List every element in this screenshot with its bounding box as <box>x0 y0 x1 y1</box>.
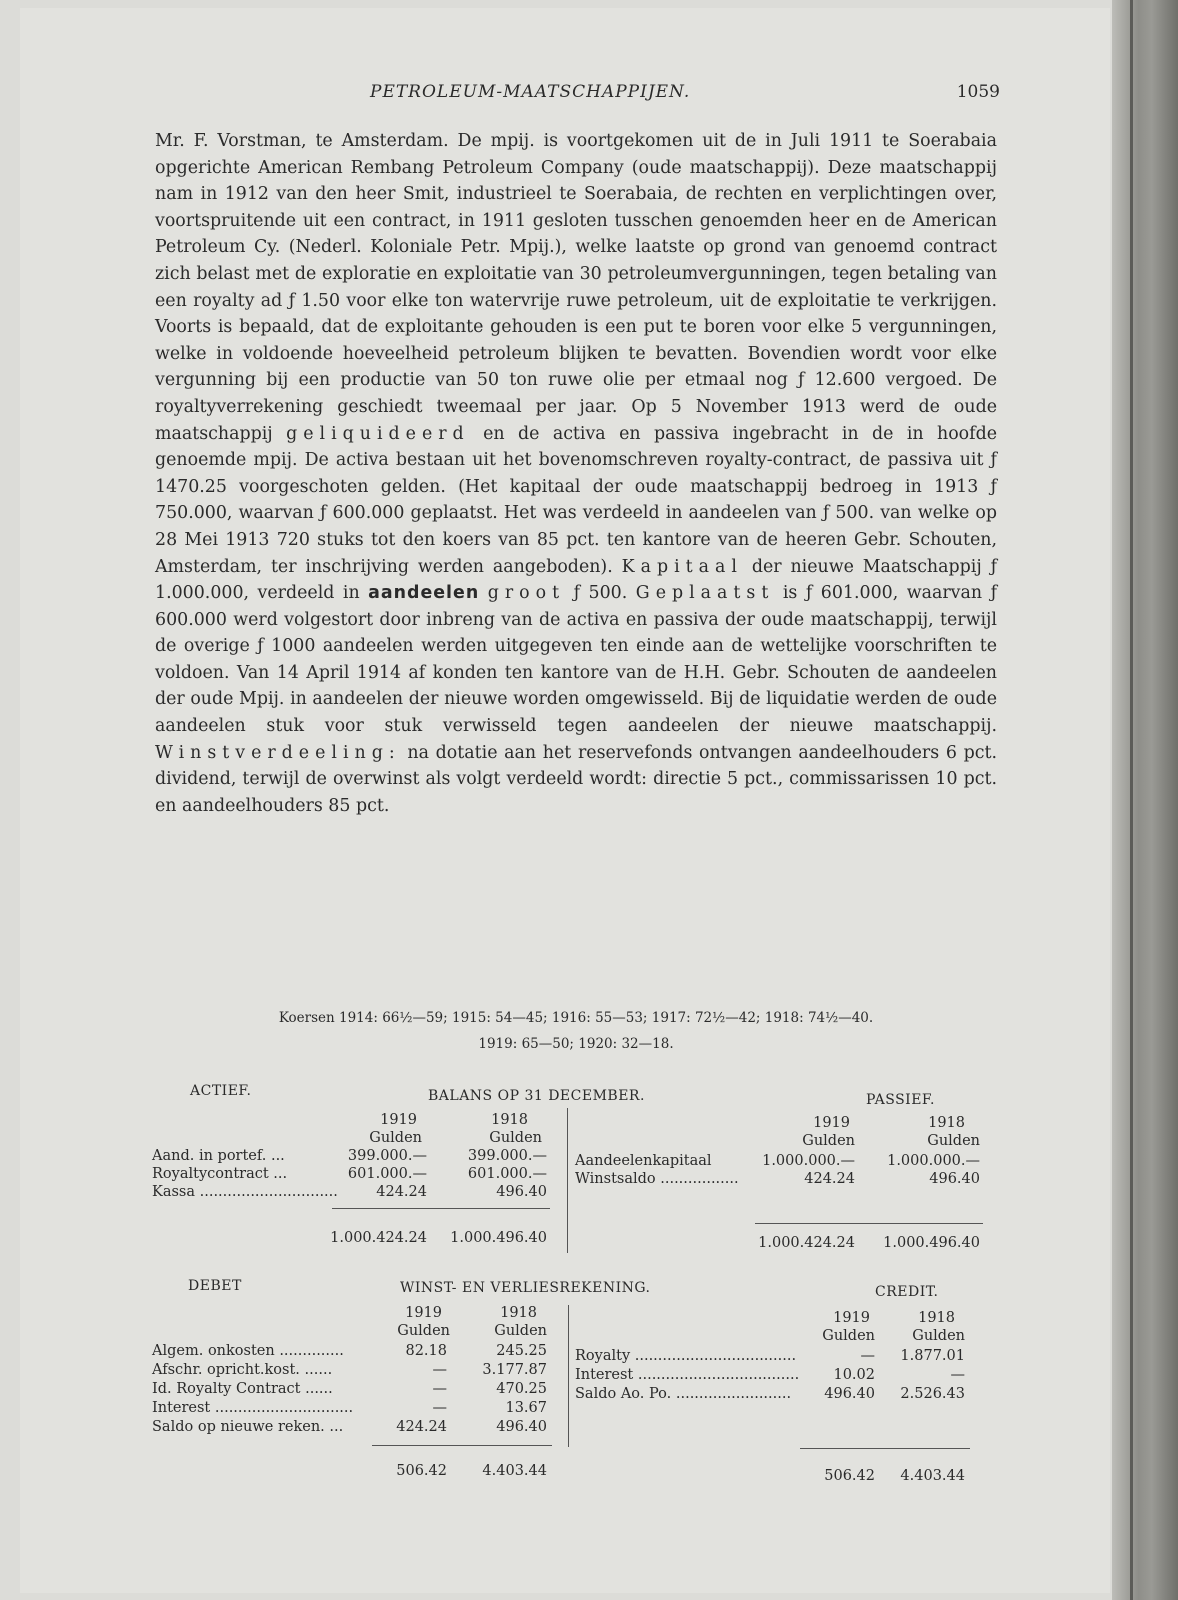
balans-passief-table <box>575 1115 987 1255</box>
credit-title: CREDIT. <box>875 1284 939 1300</box>
page-header <box>140 82 1000 108</box>
winst-debet-table <box>152 1305 567 1485</box>
year-header: 1919 1918 <box>833 1310 955 1326</box>
table-row: Interest .............................. — 13.67 <box>152 1400 547 1416</box>
unit-header: Gulden Gulden <box>822 1328 965 1344</box>
bold-word: aandeelen <box>368 583 480 604</box>
book-spine <box>1112 0 1178 1600</box>
table-row: Kassa .............................. 424.24 496.40 <box>152 1184 547 1200</box>
year-header: 1919 1918 <box>380 1112 528 1128</box>
passief-title: PASSIEF. <box>866 1092 935 1108</box>
spaced-word: groot <box>487 583 566 604</box>
total-rule <box>372 1445 552 1446</box>
spaced-word: Geplaatst <box>635 583 775 604</box>
total-row: 1.000.424.24 1.000.496.40 <box>758 1235 980 1251</box>
balans-title: BALANS OP 31 DECEMBER. <box>428 1088 645 1104</box>
body-text <box>155 128 997 819</box>
unit-header: Gulden Gulden <box>369 1130 542 1146</box>
total-rule <box>800 1448 970 1449</box>
winst-credit-table <box>575 1310 990 1490</box>
total-row: 506.42 4.403.44 <box>396 1463 547 1479</box>
table-row: Winstsaldo ................. 424.24 496.40 <box>575 1171 980 1187</box>
table-row: Saldo Ao. Po. ......................... 496.40 2.526.43 <box>575 1386 965 1402</box>
table-row: Afschr. opricht.kost. ...... — 3.177.87 <box>152 1362 547 1378</box>
year-header: 1919 1918 <box>813 1115 965 1131</box>
total-rule <box>755 1223 983 1224</box>
table-row: Algem. onkosten .............. 82.18 245.25 <box>152 1343 547 1359</box>
koersen-line-2: 1919: 65—50; 1920: 32—18. <box>478 1036 674 1052</box>
spaced-word: Winstverdeeling: <box>155 742 401 763</box>
table-row: Royalty ................................... — 1.877.01 <box>575 1348 965 1364</box>
spaced-word: geliquideerd <box>286 423 470 444</box>
winst-title: WINST- EN VERLIESREKENING. <box>400 1280 651 1296</box>
spine-edge <box>1130 0 1133 1600</box>
table-row: Royaltycontract ... 601.000.— 601.000.— <box>152 1166 547 1182</box>
column-divider <box>568 1305 569 1447</box>
unit-header: Gulden Gulden <box>802 1133 980 1149</box>
paragraph: Mr. F. Vorstman, te Amsterdam. De mpij. is voortgekomen uit de in Juli 1911 te Soerabaia opgerichte American Rembang Petroleum Company (oude maatschappij). Deze maatschappij nam in 1912 van den heer Smit, industrieel te Soerabaia, de rechten en verplichtingen over, voortspruitende uit een contract, in 1911 gesloten tusschen genoemden heer en de American Petroleum Cy. (Nederl. Koloniale Petr. Mpij.), welke laatste op grond van genoemd contract zich belast met de exploratie en exploitatie van 30 petroleumvergunningen, tegen betaling van een royalty ad ƒ 1.50 voor elke ton watervrije ruwe petroleum, uit de exploitatie te verkrijgen. Voorts is bepaald, dat de exploitante gehouden is een put te boren voor elke 5 vergunningen, welke in voldoende hoeveelheid petroleum blijken te bevatten. Bovendien wordt voor elke vergunning bij een productie van 50 ton ruwe olie per etmaal nog ƒ 12.600 vergoed. De royaltyverrekening geschiedt tweemaal per jaar. Op 5 November 1913 werd de oude maatschappij geliquideerd en de activa en passiva ingebracht in de in hoofde genoemde mpij. De activa bestaan uit het bovenomschreven royalty-contract, de passiva uit ƒ 1470.25 voorgeschoten gelden. (Het kapitaal der oude maatschappij bedroeg in 1913 ƒ 750.000, waarvan ƒ 600.000 geplaatst. Het was verdeeld in aandeelen van ƒ 500. van welke op 28 Mei 1913 720 stuks tot den koers van 85 pct. ten kantore van de heeren Gebr. Schouten, Amsterdam, ter inschrijving werden aangeboden). Kapitaal der nieuwe Maatschappij ƒ 1.000.000, verdeeld in aandeelen groot ƒ 500. Geplaatst is ƒ 601.000, waarvan ƒ 600.000 werd volgestort door inbreng van de activa en passiva der oude maatschappij, terwijl de overige ƒ 1000 aandeelen werden uitgegeven ten einde aan de wettelijke voorschriften te voldoen. Van 14 April 1914 af konden ten kantore van de H.H. Gebr. Schouten de aandeelen der oude Mpij. in aandeelen der nieuwe worden omgewisseld. Bij de liquidatie werden de oude aandeelen stuk voor stuk verwisseld tegen aandeelen der nieuwe maatschappij. Winstverdeeling: na dotatie aan het reservefonds ontvangen aandeelhouders 6 pct. dividend, terwijl de overwinst als volgt verdeeld wordt: directie 5 pct., commissarissen 10 pct. en aandeelhouders 85 pct. <box>155 131 998 816</box>
column-divider <box>567 1108 568 1253</box>
page-number: 1059 <box>956 82 1000 102</box>
balans-actief-table <box>152 1112 562 1252</box>
total-row: 506.42 4.403.44 <box>824 1468 965 1484</box>
total-row: 1.000.424.24 1.000.496.40 <box>330 1230 547 1246</box>
koersen-line-1: Koersen 1914: 66½—59; 1915: 54—45; 1916: 55—53; 1917: 72½—42; 1918: 74½—40. <box>278 1010 874 1026</box>
running-title: PETROLEUM-MAATSCHAPPIJEN. <box>370 82 691 102</box>
actief-title: ACTIEF. <box>190 1083 252 1099</box>
debet-title: DEBET <box>188 1278 242 1294</box>
unit-header: Gulden Gulden <box>397 1323 547 1339</box>
table-row: Saldo op nieuwe reken. ... 424.24 496.40 <box>152 1419 547 1435</box>
spaced-word: Kapitaal <box>621 556 743 577</box>
table-row: Id. Royalty Contract ...... — 470.25 <box>152 1381 547 1397</box>
year-header: 1919 1918 <box>405 1305 537 1321</box>
total-rule <box>332 1208 550 1209</box>
table-row: Aandeelenkapitaal 1.000.000.— 1.000.000.— <box>575 1153 980 1169</box>
table-row: Interest ................................... 10.02 — <box>575 1367 965 1383</box>
table-row: Aand. in portef. ... 399.000.— 399.000.— <box>152 1148 547 1164</box>
